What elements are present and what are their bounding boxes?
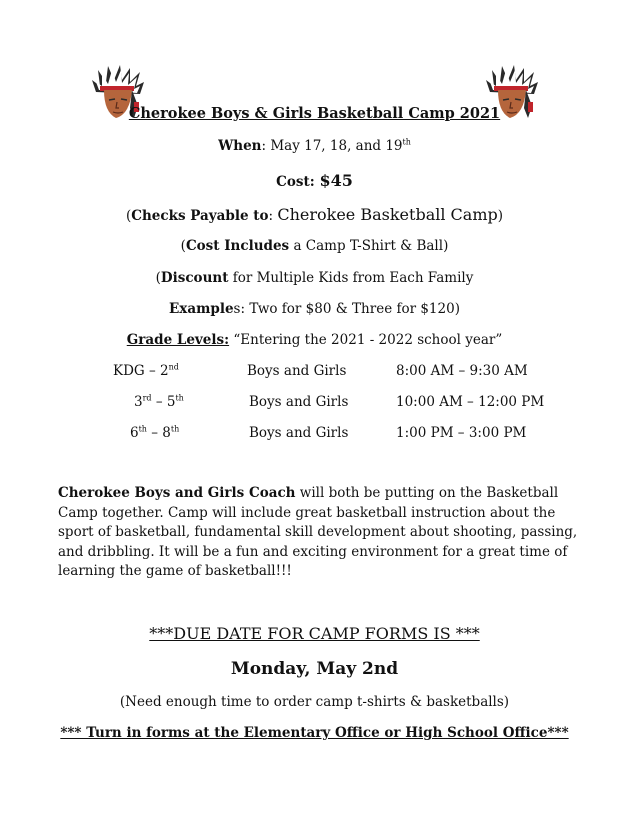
when-sup: th bbox=[402, 137, 411, 147]
includes-value: a Camp T-Shirt & Ball) bbox=[289, 238, 449, 254]
grade-levels-value: “Entering the 2021 - 2022 school year” bbox=[229, 332, 503, 348]
schedule-group-3: Boys and Girls bbox=[249, 425, 349, 441]
schedule-grade-2-sup: rd bbox=[142, 393, 152, 403]
paragraph-lead: Cherokee Boys and Girls Coach bbox=[58, 485, 296, 501]
schedule-time-2: 10:00 AM – 12:00 PM bbox=[396, 394, 545, 410]
examples-line bbox=[0, 301, 629, 317]
examples-value: s: Two for $80 & Three for $120) bbox=[233, 301, 460, 317]
schedule-group-2: Boys and Girls bbox=[249, 394, 349, 410]
cost-line bbox=[0, 171, 629, 190]
schedule-grade-2-text: 3 bbox=[134, 394, 143, 410]
paragraph-body: will both be putting on the Basketball Camp together. Camp will include great basketball instruction about the sport of basketball, fundamental skill development about shooting, passing, and dribbling. It will be a fun and exciting environment for a great time of learning the game of basketball!!! bbox=[58, 485, 578, 580]
discount-value: for Multiple Kids from Each Family bbox=[228, 270, 474, 286]
schedule-grade-3-text: 6 bbox=[130, 425, 139, 441]
due-date: Monday, May 2nd bbox=[230, 659, 399, 679]
discount-line: (Discount for Multiple Kids from Each Family bbox=[155, 270, 474, 286]
due-date-heading: ***DUE DATE FOR CAMP FORMS IS *** bbox=[149, 624, 480, 643]
examples-label: Example bbox=[169, 301, 234, 317]
schedule-grade-3-sup2: th bbox=[170, 424, 180, 434]
schedule-grade-2-sup2: th bbox=[175, 393, 184, 403]
schedule-grade-3 bbox=[130, 425, 179, 441]
checks-line: (Checks Payable to: Cherokee Basketball Camp) bbox=[125, 205, 504, 224]
checks-label: Checks Payable to bbox=[131, 208, 269, 224]
schedule-group-1: Boys and Girls bbox=[247, 363, 347, 379]
grade-levels-line bbox=[0, 332, 629, 348]
cost-label: Cost: bbox=[276, 174, 320, 190]
includes-line: (Cost Includes a Camp T-Shirt & Ball) bbox=[180, 238, 449, 254]
schedule-grade-3-sup: th bbox=[138, 424, 147, 434]
camp-title bbox=[0, 105, 629, 122]
schedule-grade-1-text: KDG – 2 bbox=[113, 363, 169, 379]
includes-label: Cost Includes bbox=[185, 238, 290, 254]
camp-title-text: Cherokee Boys & Girls Basketball Camp 2021 bbox=[128, 105, 501, 122]
schedule-time-1: 8:00 AM – 9:30 AM bbox=[396, 363, 528, 379]
when-value: : May 17, 18, and 19 bbox=[261, 138, 403, 154]
schedule-grade-1 bbox=[113, 363, 179, 379]
schedule-time-3: 1:00 PM – 3:00 PM bbox=[396, 425, 527, 441]
grade-levels-label: Grade Levels: bbox=[126, 332, 230, 348]
schedule-grade-3-mid: – 8 bbox=[146, 425, 171, 441]
description-paragraph bbox=[58, 484, 578, 582]
schedule-grade-2-mid: – 5 bbox=[151, 394, 176, 410]
when-label: When bbox=[218, 138, 262, 154]
cost-value: $45 bbox=[319, 171, 353, 190]
schedule-grade-1-sup: nd bbox=[168, 362, 179, 372]
discount-label: Discount bbox=[160, 270, 229, 286]
checks-value: Cherokee Basketball Camp bbox=[277, 205, 498, 224]
turn-in-instructions: *** Turn in forms at the Elementary Office or High School Office*** bbox=[60, 725, 569, 741]
due-date-note: (Need enough time to order camp t-shirts & basketballs) bbox=[119, 694, 510, 710]
when-line bbox=[0, 138, 629, 154]
schedule-grade-2 bbox=[134, 394, 184, 410]
